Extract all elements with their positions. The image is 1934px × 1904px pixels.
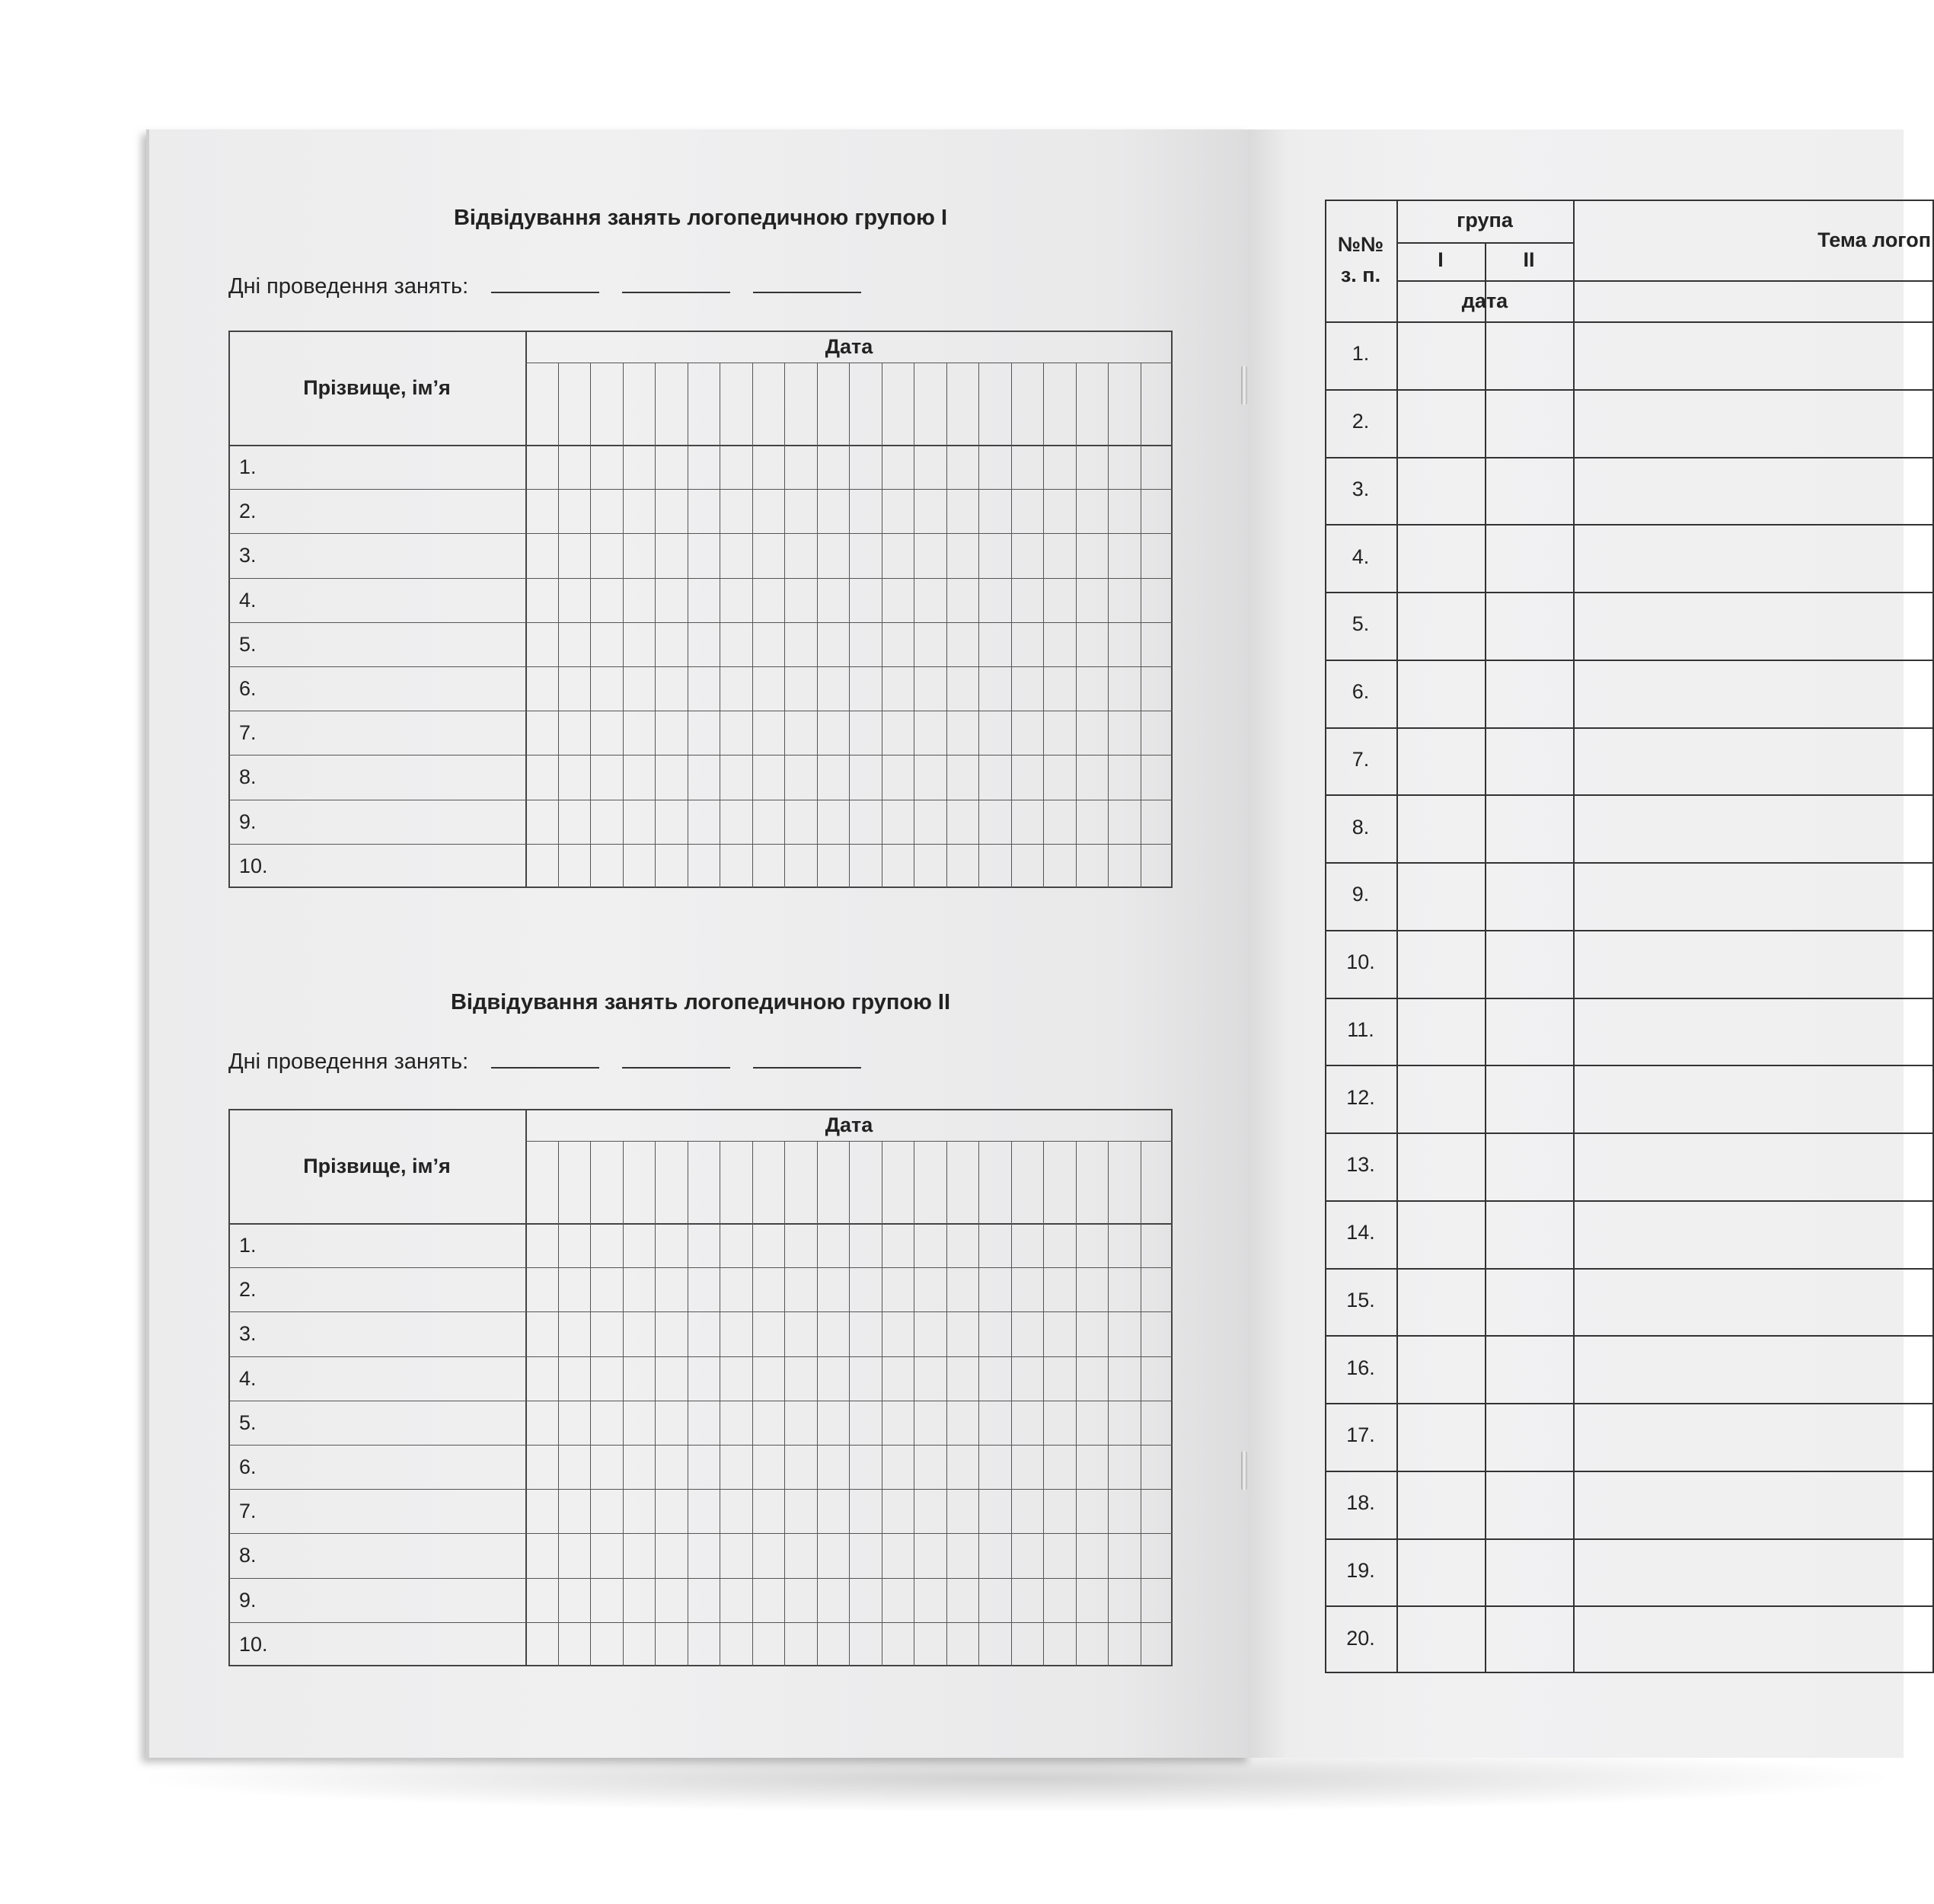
row-line [1325,1065,1934,1066]
table-border [1325,200,1934,1673]
row-line [228,1267,1173,1268]
date-column-line [623,363,624,888]
date-subheader-line [1396,280,1934,282]
row-number: 17. [1346,1423,1375,1447]
date-column-line [1011,1141,1012,1666]
group-header: група [1457,209,1513,232]
row-number: 4. [239,1366,257,1390]
row-number: 20. [1346,1626,1375,1650]
row-line [1325,862,1934,864]
row-number: 6. [1352,680,1370,704]
date-column-line [946,363,947,888]
date-column-line [623,1141,624,1666]
number-column-divider [1396,200,1398,1673]
date-column-line [978,363,979,888]
row-line [228,533,1173,534]
row-line [1325,1471,1934,1472]
row-number: 5. [1352,612,1370,636]
header-divider [228,445,1173,446]
row-line [1325,1200,1934,1202]
row-number: 7. [239,1500,257,1523]
row-line [228,578,1173,579]
row-line [228,1622,1173,1623]
number-header-line2: з. п. [1340,264,1381,286]
row-number: 10. [1346,950,1375,974]
row-line [228,1445,1173,1446]
date-column-line [590,363,591,888]
row-number: 9. [239,1588,257,1612]
row-number: 3. [239,1322,257,1346]
group2-day-blank-1[interactable] [491,1050,599,1069]
row-line [1325,1605,1934,1607]
group1-days-line [228,274,861,299]
name-column-divider [525,1109,527,1666]
row-line [1325,1335,1934,1337]
date-header: Дата [825,1113,873,1136]
row-number: 7. [239,721,257,745]
date-column-line [1108,363,1109,888]
row-line [1325,930,1934,931]
row-line [228,844,1173,845]
date-header: дата [1461,289,1508,312]
group2-day-blank-2[interactable] [622,1050,730,1069]
date-column-line [784,363,785,888]
row-line [1325,1132,1934,1134]
row-line [1325,524,1934,526]
row-number: 8. [239,765,257,789]
left-page [146,129,1252,1758]
group2-days-label: Дні проведення занять: [228,1049,469,1074]
header-divider [1325,321,1934,323]
table-border [228,1109,1173,1666]
row-line [228,1489,1173,1490]
row-number: 9. [1352,883,1370,906]
row-number: 1. [239,1234,257,1257]
staple-bottom [1241,1451,1247,1490]
row-number: 1. [1352,342,1370,366]
group-subheader-line [1396,242,1573,244]
row-line [228,1311,1173,1312]
lesson-log-table [1325,200,1931,1673]
row-number: 4. [239,588,257,612]
row-number: 3. [1352,477,1370,500]
date-column-line [817,363,818,888]
row-line [1325,660,1934,661]
date-column-line [752,363,753,888]
date-column-line [817,1141,818,1666]
date-column-line [1011,363,1012,888]
row-number: 15. [1346,1288,1375,1311]
date-column-line [558,1141,559,1666]
date-column-line [1043,363,1044,888]
group1-day-blank-2[interactable] [622,275,730,293]
group1-title: Відвідування занять логопедичною групою I [453,206,948,230]
date-column-line [946,1141,947,1666]
date-column-line [558,363,559,888]
row-number: 16. [1346,1356,1375,1379]
row-line [1325,1268,1934,1270]
table-border [228,331,1173,888]
right-page [1249,129,1931,1758]
row-number: 11. [1347,1017,1374,1041]
row-line [228,755,1173,756]
row-number: 2. [239,500,257,523]
row-number: 19. [1346,1558,1375,1582]
row-number: 8. [1352,815,1370,839]
topic-column-divider [1573,200,1575,1673]
row-number: 2. [1352,410,1370,433]
row-line [1325,998,1934,999]
row-number: 6. [239,1455,257,1478]
row-number: 7. [1352,747,1370,771]
row-line [1325,1403,1934,1404]
row-number: 9. [239,810,257,833]
name-header: Прізвище, ім’я [303,376,451,399]
date-column-line [849,363,850,888]
row-line [228,1533,1173,1534]
row-line [228,1356,1173,1357]
date-column-line [849,1141,850,1666]
row-line [1325,727,1934,729]
group1-day-blank-1[interactable] [491,275,599,293]
staple-top [1241,366,1247,405]
date-column-line [655,363,656,888]
date-column-line [1043,1141,1044,1666]
topic-header: Тема логоп [1818,228,1931,251]
row-number: 10. [239,1632,268,1656]
row-line [1325,389,1934,391]
group-ii-header: II [1523,248,1535,271]
row-number: 3. [239,544,257,567]
group2-day-blank-3[interactable] [753,1050,861,1069]
row-number: 4. [1352,545,1370,568]
group1-attendance-table [228,331,1173,888]
group1-day-blank-3[interactable] [753,275,861,293]
row-number: 6. [239,677,257,700]
date-column-line [978,1141,979,1666]
header-divider [228,1223,1173,1225]
group2-days-line [228,1049,861,1075]
row-number: 5. [239,632,257,656]
row-line [228,666,1173,667]
group1-days-label: Дні проведення занять: [228,274,469,299]
row-number: 12. [1346,1085,1375,1109]
row-line [1325,1538,1934,1540]
group-i-header: I [1438,248,1444,271]
date-column-line [655,1141,656,1666]
row-line [1325,457,1934,458]
group2-attendance-table [228,1109,1173,1666]
row-line [1325,794,1934,796]
row-line [1325,592,1934,593]
date-column-line [752,1141,753,1666]
date-column-line [1076,1141,1077,1666]
row-number: 10. [239,854,268,877]
row-line [228,489,1173,490]
row-number: 14. [1346,1221,1375,1244]
row-number: 1. [239,455,257,478]
date-header: Дата [825,335,873,358]
date-column-line [1108,1141,1109,1666]
row-number: 5. [239,1410,257,1434]
row-number: 18. [1346,1491,1375,1515]
row-line [228,622,1173,623]
row-number: 2. [239,1278,257,1302]
date-column-line [784,1141,785,1666]
row-number: 8. [239,1544,257,1567]
number-header-line1: №№ [1337,233,1384,256]
name-column-divider [525,331,527,888]
row-number: 13. [1346,1153,1375,1177]
row-line [228,1578,1173,1579]
name-header: Прізвище, ім’я [303,1155,451,1177]
date-column-line [590,1141,591,1666]
group2-title: Відвідування занять логопедичною групою II [450,990,951,1014]
date-column-line [1076,363,1077,888]
